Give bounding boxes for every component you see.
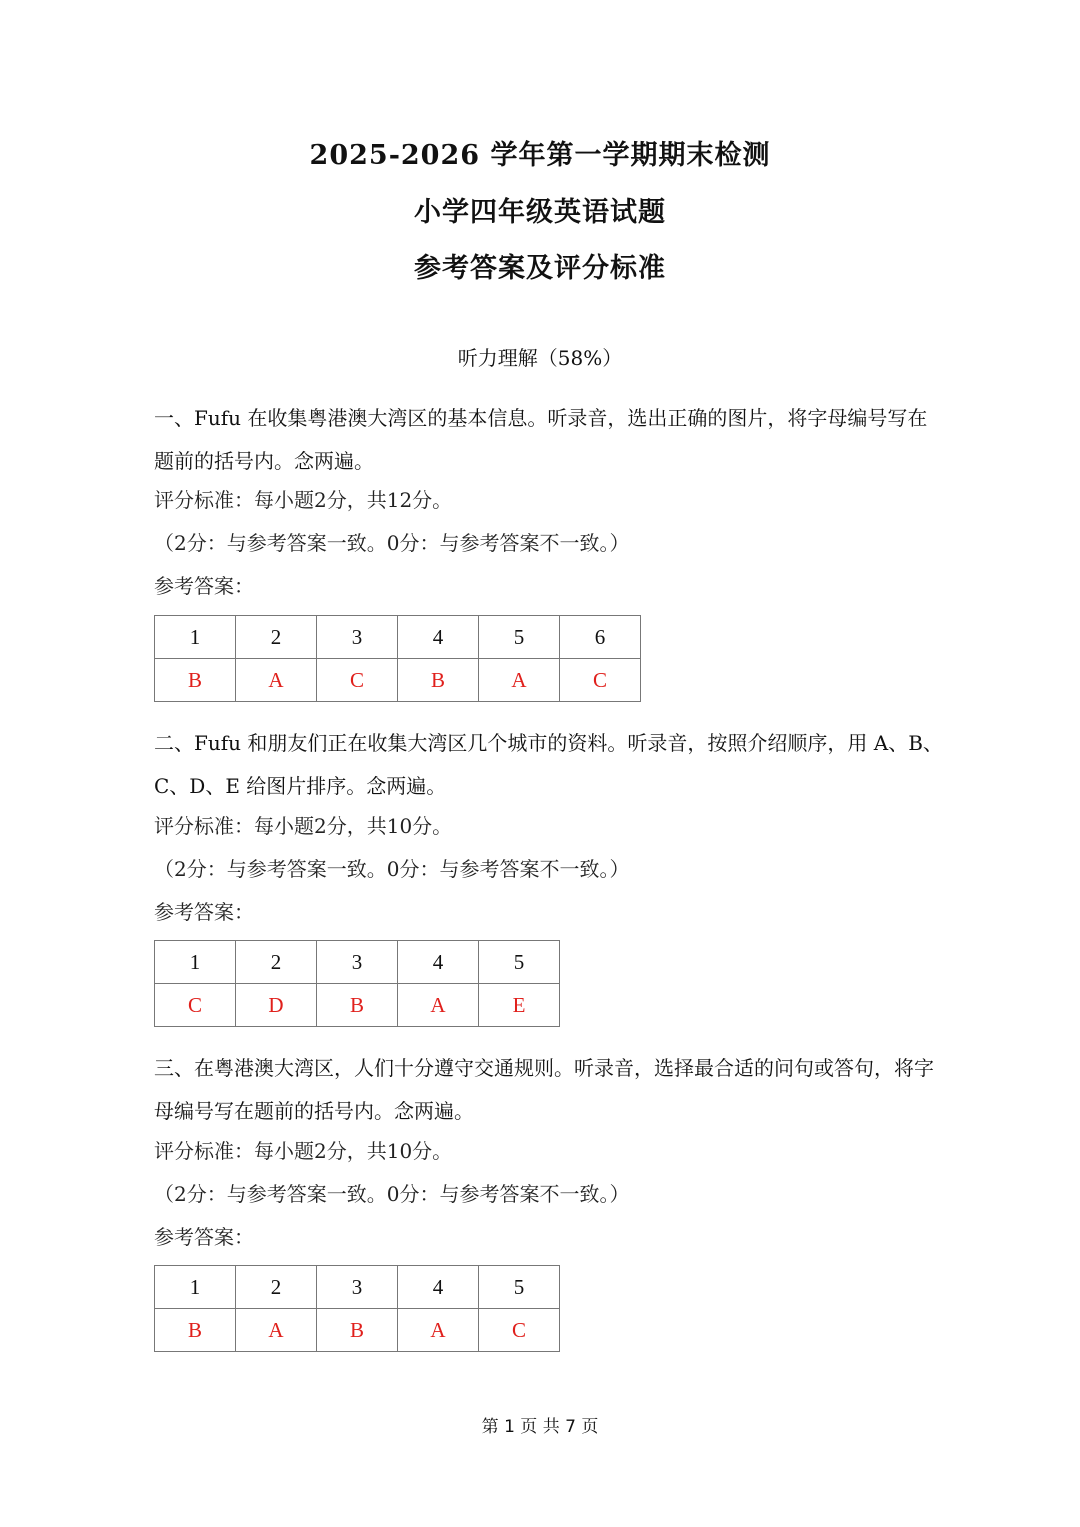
question-2-answer-label: 参考答案： [154, 900, 254, 924]
answer-cell: C [560, 659, 641, 702]
question-2-prompt: 二、Fufu 和朋友们正在收集大湾区几个城市的资料。听录音，按照介绍顺序，用 A、B、C、D、E 给图片排序。念两遍。 [154, 731, 943, 798]
answer-cell: B [317, 1309, 398, 1352]
answer-cell: B [155, 659, 236, 702]
question-1-scoring: 评分标准：每小题2分，共12分。 [154, 488, 453, 512]
question-1-answer-label: 参考答案： [154, 574, 254, 598]
answer-cell: B [317, 984, 398, 1027]
answer-cell: A [398, 1309, 479, 1352]
number-cell: 5 [479, 1266, 560, 1309]
question-2-answer-table [154, 940, 560, 1027]
number-cell: 4 [398, 616, 479, 659]
table-row [155, 659, 641, 702]
question-3-rule: （2分：与参考答案一致。0分：与参考答案不一致。） [154, 1182, 630, 1206]
document-subtitle: 小学四年级英语试题 [414, 197, 666, 228]
number-cell: 1 [155, 1266, 236, 1309]
number-cell: 4 [398, 941, 479, 984]
answer-cell: A [236, 1309, 317, 1352]
answer-cell: A [479, 659, 560, 702]
table-row [155, 616, 641, 659]
question-1-answer-table [154, 615, 641, 702]
table-row [155, 1266, 560, 1309]
number-cell: 3 [317, 1266, 398, 1309]
section-heading-listening: 听力理解（58%） [457, 346, 623, 370]
question-1-rule: （2分：与参考答案一致。0分：与参考答案不一致。） [154, 531, 630, 555]
question-3-answer-label: 参考答案： [154, 1225, 254, 1249]
number-cell: 2 [236, 1266, 317, 1309]
number-cell: 2 [236, 941, 317, 984]
question-3-prompt: 三、在粤港澳大湾区，人们十分遵守交通规则。听录音，选择最合适的问句或答句，将字母编号写在题前的括号内。念两遍。 [154, 1056, 934, 1123]
question-3-scoring: 评分标准：每小题2分，共10分。 [154, 1139, 453, 1163]
question-2-scoring: 评分标准：每小题2分，共10分。 [154, 814, 453, 838]
answer-cell: D [236, 984, 317, 1027]
question-1-prompt: 一、Fufu 在收集粤港澳大湾区的基本信息。听录音，选出正确的图片，将字母编号写在题前的括号内。念两遍。 [154, 406, 928, 473]
table-row [155, 941, 560, 984]
number-cell: 1 [155, 941, 236, 984]
number-cell: 1 [155, 616, 236, 659]
number-cell: 3 [317, 616, 398, 659]
answer-cell: E [479, 984, 560, 1027]
question-3-answer-table [154, 1265, 560, 1352]
answer-cell: A [236, 659, 317, 702]
answer-cell: B [155, 1309, 236, 1352]
number-cell: 3 [317, 941, 398, 984]
number-cell: 5 [479, 941, 560, 984]
number-cell: 4 [398, 1266, 479, 1309]
document-subtitle-answers: 参考答案及评分标准 [414, 253, 666, 284]
document-title: 2025-2026 学年第一学期期末检测 [309, 140, 771, 171]
number-cell: 6 [560, 616, 641, 659]
number-cell: 2 [236, 616, 317, 659]
answer-cell: C [155, 984, 236, 1027]
answer-cell: A [398, 984, 479, 1027]
answer-cell: C [479, 1309, 560, 1352]
answer-cell: C [317, 659, 398, 702]
number-cell: 5 [479, 616, 560, 659]
page-indicator: 第 1 页 共 7 页 [481, 1417, 599, 1437]
answer-cell: B [398, 659, 479, 702]
table-row [155, 1309, 560, 1352]
question-2-rule: （2分：与参考答案一致。0分：与参考答案不一致。） [154, 857, 630, 881]
table-row [155, 984, 560, 1027]
